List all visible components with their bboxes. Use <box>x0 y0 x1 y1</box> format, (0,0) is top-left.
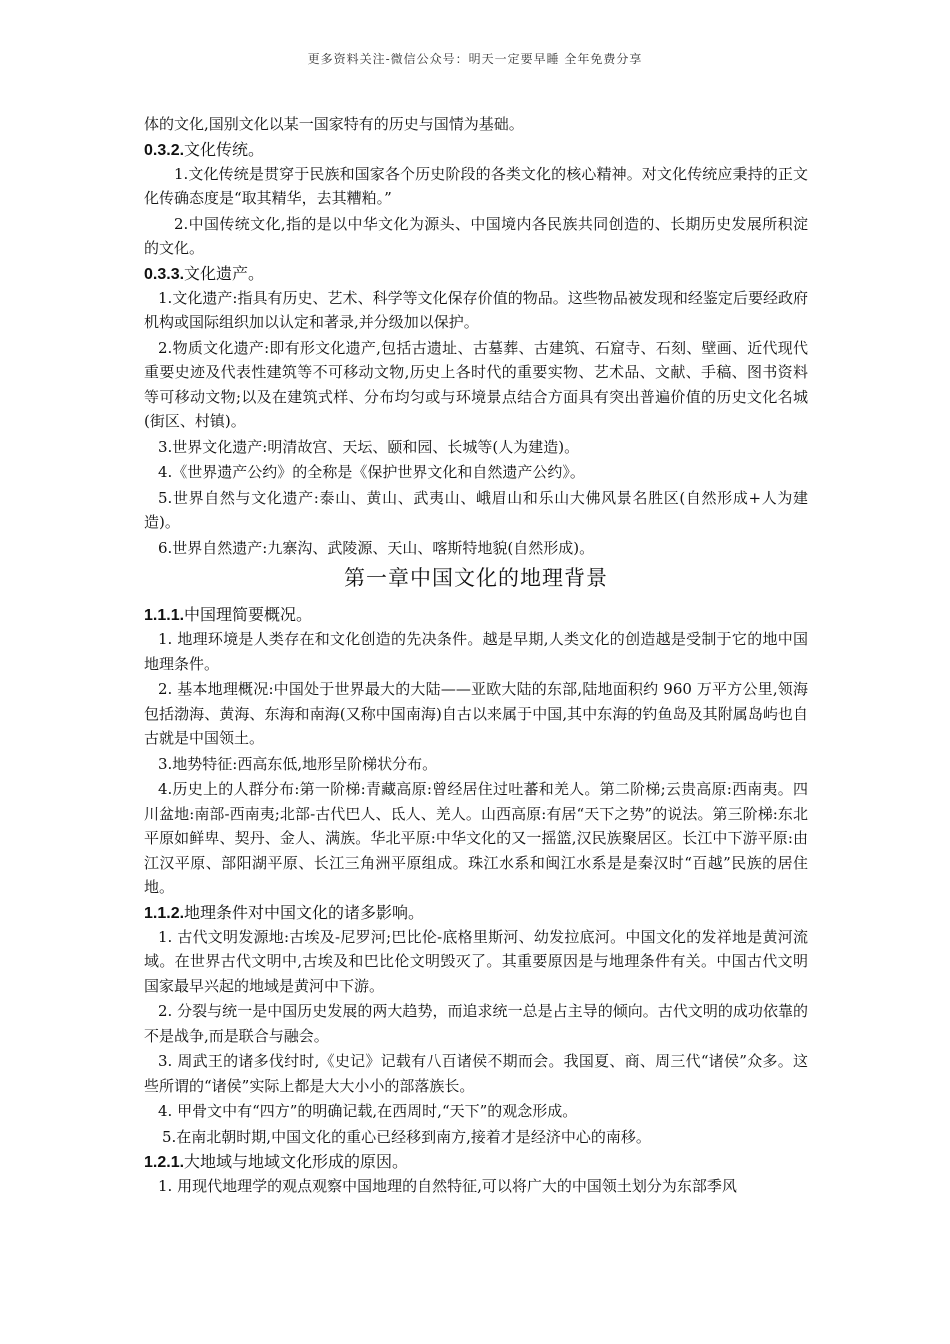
section-heading <box>144 603 808 627</box>
paragraph: 2. 基本地理概况:中国处于世界最大的大陆——亚欧大陆的东部,陆地面积约 960 万平方公里,领海包括渤海、黄海、东海和南海(又称中国南海)自古以来属于中国,其中东海的钓鱼岛及其附属岛屿也自古就是中国领土。 <box>144 680 808 747</box>
paragraph: 5.在南北朝时期,中国文化的重心已经移到南方,接着才是经济中心的南移。 <box>162 1127 651 1146</box>
paragraph: 1.文化遗产:指具有历史、艺术、科学等文化保存价值的物品。这些物品被发现和经鉴定后要经政府机构或国际组织加以认定和著录,并分级加以保护。 <box>144 288 808 331</box>
paragraph: 2.物质文化遗产:即有形文化遗产,包括古遗址、古墓葬、古建筑、石窟寺、石刻、壁画、近代现代重要史迹及代表性建筑等不可移动文物,历史上各时代的重要实物、艺术品、文献、手稿、图书资料等可移动文物;以及在建筑式样、分布均匀或与环境景点结合方面具有突出普遍价值的历史文化名城(街区、村镇)。 <box>144 338 808 430</box>
paragraph: 4. 甲骨文中有“四方”的明确记载,在西周时,“天下”的观念形成。 <box>158 1102 578 1120</box>
paragraph: 3. 周武王的诸多伐纣时,《史记》记载有八百诸侯不期而会。我国夏、商、周三代“诸侯”众多。这些所谓的“诸侯”实际上都是大大小小的部落族长。 <box>144 1052 808 1095</box>
chapter-title: 第一章中国文化的地理背景 <box>344 566 608 590</box>
document-body <box>144 112 808 1200</box>
section-number: 1.1.2. <box>144 904 185 922</box>
section-title: 大地域与地域文化形成的原因。 <box>184 1152 409 1171</box>
section-heading <box>144 138 808 162</box>
paragraph: 2.中国传统文化,指的是以中华文化为源头、中国境内各民族共同创造的、长期历史发展所积淀的文化。 <box>144 214 808 257</box>
section-number: 1.2.1. <box>144 1154 185 1171</box>
paragraph: 4.《世界遗产公约》的全称是《保护世界文化和自然遗产公约》。 <box>158 463 585 481</box>
paragraph: 体的文化,国别文化以某一国家特有的历史与国情为基础。 <box>144 115 524 133</box>
section-heading <box>144 1150 808 1174</box>
section-title: 地理条件对中国文化的诸多影响。 <box>184 902 425 922</box>
paragraph: 3.世界文化遗产:明清故宫、天坛、颐和园、长城等(人为建造)。 <box>158 437 580 456</box>
section-number: 1.1.1. <box>144 607 185 624</box>
section-title: 文化传统。 <box>184 139 265 159</box>
section-heading <box>144 901 808 925</box>
paragraph: 5.世界自然与文化遗产:泰山、黄山、武夷山、峨眉山和乐山大佛风景名胜区(自然形成+人为建造)。 <box>144 488 808 531</box>
paragraph: 1. 地理环境是人类存在和文化创造的先决条件。越是早期,人类文化的创造越是受制于它的地中国地理条件。 <box>144 630 808 673</box>
section-heading <box>144 262 808 286</box>
paragraph: 1.文化传统是贯穿于民族和国家各个历史阶段的各类文化的核心精神。对文化传统应秉持的正文化传确态度是“取其精华，去其糟粕。” <box>144 164 808 207</box>
section-number: 0.3.3. <box>144 265 185 283</box>
paragraph: 2. 分裂与统一是中国历史发展的两大趋势，而追求统一总是占主导的倾向。古代文明的成功依靠的不是战争,而是联合与融会。 <box>144 1002 808 1045</box>
paragraph: 1. 用现代地理学的观点观察中国地理的自然特征,可以将广大的中国领土划分为东部季风 <box>158 1177 737 1195</box>
section-title: 文化遗产。 <box>184 263 265 283</box>
paragraph: 3.地势特征:西高东低,地形呈阶梯状分布。 <box>158 754 438 773</box>
section-number: 0.3.2. <box>144 141 185 159</box>
page-header: 更多资料关注-微信公众号：明天一定要早睡 全年免费分享 <box>307 52 643 66</box>
paragraph: 4.历史上的人群分布:第一阶梯:青藏高原:曾经居住过吐蕃和羌人。第二阶梯;云贵高原:西南夷。四川盆地:南部-西南夷;北部-古代巴人、氐人、羌人。山西高原:有居“天下之势”的说法。第三阶梯:东北平原如鲜卑、契丹、金人、满族。华北平原:中华文化的又一摇篮,汉民族聚居区。长江中下游平原:由江汉平原、部阳湖平原、长江三角洲平原组成。珠江水系和闽江水系是是秦汉时“百越”民族的居住地。 <box>144 780 808 896</box>
section-title: 中国理简要概况。 <box>184 605 313 624</box>
paragraph: 6.世界自然遗产:九寨沟、武陵源、天山、喀斯特地貌(自然形成)。 <box>158 538 595 557</box>
paragraph: 1. 古代文明发源地:古埃及-尼罗河;巴比伦-底格里斯河、幼发拉底河。中国文化的发祥地是黄河流域。在世界古代文明中,古埃及和巴比伦文明毁灭了。其重要原因是与地理条件有关。中国古代文明国家最早兴起的地域是黄河中下游。 <box>144 927 808 995</box>
